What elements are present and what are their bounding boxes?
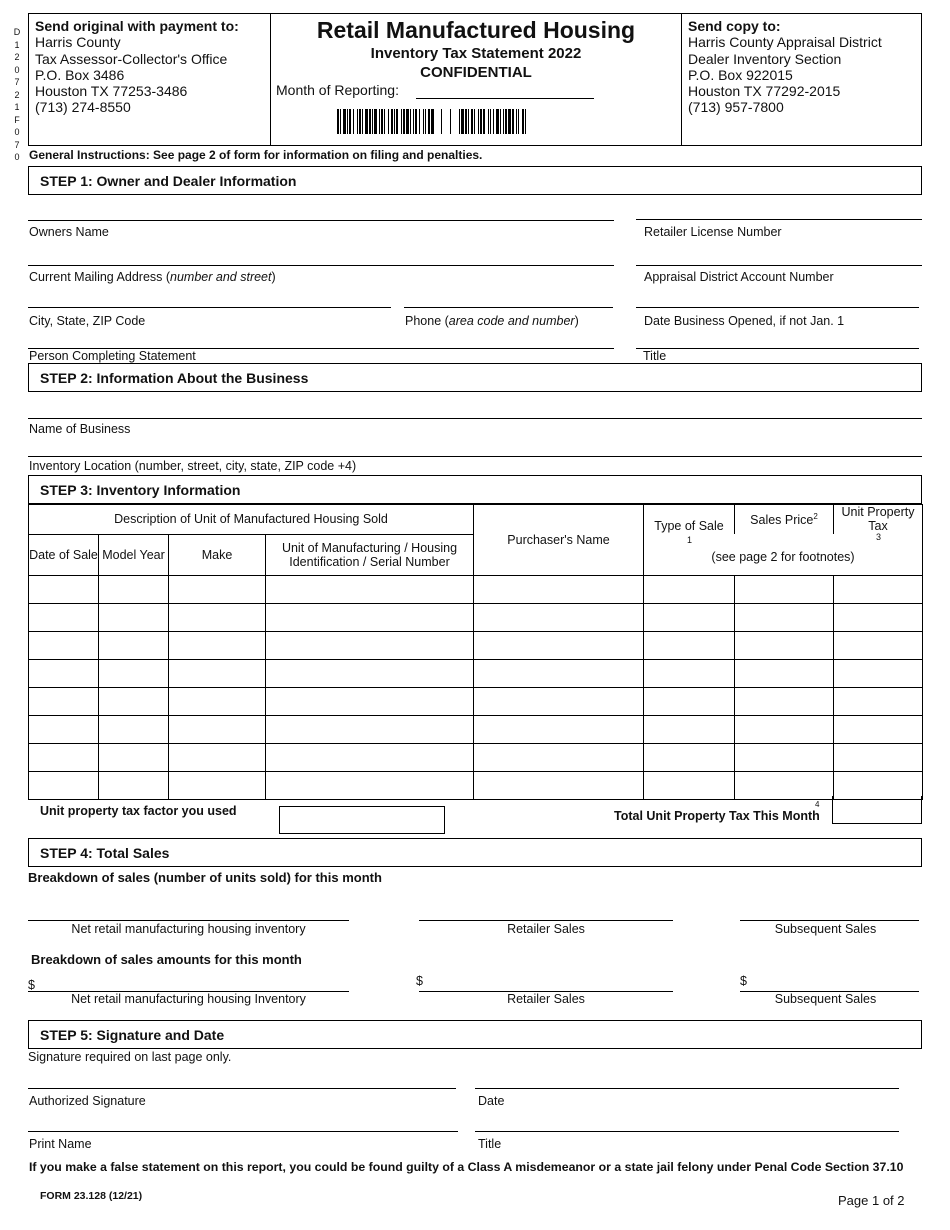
- table-cell-input[interactable]: [735, 771, 834, 799]
- table-cell-input[interactable]: [644, 771, 735, 799]
- month-of-reporting-field[interactable]: [416, 98, 594, 99]
- table-cell-input[interactable]: [474, 743, 644, 771]
- sales-price-header: Sales Price$^2$: [735, 505, 834, 535]
- table-cell-input[interactable]: [474, 631, 644, 659]
- table-cell-input[interactable]: [266, 771, 474, 799]
- table-cell-input[interactable]: [99, 631, 169, 659]
- send-original-title: Send original with payment to:: [35, 18, 239, 34]
- unit-id-header: Unit of Manufacturing / Housing Identification / Serial Number: [266, 534, 474, 575]
- inventory-table: [28, 504, 923, 800]
- make-header: Make: [169, 534, 266, 575]
- table-cell-input[interactable]: [99, 771, 169, 799]
- table-cell-input[interactable]: [644, 603, 735, 631]
- barcode: [337, 109, 603, 134]
- table-cell-input[interactable]: [474, 575, 644, 603]
- table-cell-input[interactable]: [474, 603, 644, 631]
- table-cell-input[interactable]: [834, 687, 923, 715]
- table-cell-input[interactable]: [644, 715, 735, 743]
- table-cell-input[interactable]: [29, 659, 99, 687]
- table-row: [29, 687, 923, 715]
- form-title: Retail Manufactured Housing: [316, 17, 636, 43]
- table-cell-input[interactable]: [474, 687, 644, 715]
- table-cell-input[interactable]: [99, 603, 169, 631]
- city-state-zip-label: City, State, ZIP Code: [29, 314, 146, 328]
- address-line: P.O. Box 922015: [688, 66, 793, 83]
- signature-note: Signature required on last page only.: [28, 1050, 232, 1064]
- table-cell-input[interactable]: [266, 743, 474, 771]
- purchaser-name-header: Purchaser's Name: [474, 505, 644, 576]
- mailing-address-field[interactable]: [28, 265, 614, 266]
- send-copy-title: Send copy to:: [688, 18, 781, 34]
- form-number: FORM 23.128 (12/21): [40, 1190, 143, 1202]
- title-block: [271, 14, 681, 145]
- description-header: Description of Unit of Manufactured Housing Sold: [29, 505, 474, 535]
- table-cell-input[interactable]: [169, 687, 266, 715]
- table-cell-input[interactable]: [99, 659, 169, 687]
- table-cell-input[interactable]: [474, 715, 644, 743]
- date-opened-label: Date Business Opened, if not Jan. 1: [644, 314, 845, 328]
- table-cell-input[interactable]: [99, 715, 169, 743]
- address-line: (713) 274-8550: [35, 99, 131, 116]
- table-cell-input[interactable]: [266, 659, 474, 687]
- dollar-sign: $: [740, 974, 747, 988]
- table-cell-input[interactable]: [99, 575, 169, 603]
- units-breakdown-heading: Breakdown of sales (number of units sold) for this month: [28, 870, 382, 885]
- amounts-breakdown-heading: Breakdown of sales amounts for this month: [31, 952, 302, 967]
- address-line: Tax Assessor-Collector's Office: [35, 50, 228, 67]
- table-row: [29, 659, 923, 687]
- page-number: Page 1 of 2: [838, 1193, 905, 1208]
- table-cell-input[interactable]: [834, 603, 923, 631]
- address-line: (713) 957-7800: [688, 99, 784, 116]
- address-line: Houston TX 77292-2015: [688, 83, 841, 100]
- table-cell-input[interactable]: [735, 687, 834, 715]
- table-cell-input[interactable]: [644, 687, 735, 715]
- table-cell-input[interactable]: [834, 659, 923, 687]
- total-footnote: 4: [815, 800, 820, 809]
- table-row: [29, 575, 923, 603]
- owners-name-field[interactable]: [28, 220, 614, 221]
- table-cell-input[interactable]: [834, 715, 923, 743]
- table-cell-input[interactable]: [99, 743, 169, 771]
- table-cell-input[interactable]: [735, 631, 834, 659]
- table-cell-input[interactable]: [99, 687, 169, 715]
- table-cell-input[interactable]: [266, 715, 474, 743]
- table-row: [29, 771, 923, 799]
- table-cell-input[interactable]: [834, 575, 923, 603]
- table-row: [29, 631, 923, 659]
- title-field[interactable]: [636, 348, 919, 349]
- table-cell-input[interactable]: [735, 603, 834, 631]
- table-cell-input[interactable]: [169, 603, 266, 631]
- phone-field[interactable]: [404, 307, 613, 308]
- total-unit-tax-input[interactable]: [832, 796, 922, 824]
- table-cell-input[interactable]: [474, 659, 644, 687]
- form-header: [28, 13, 922, 146]
- table-cell-input[interactable]: [29, 575, 99, 603]
- net-inventory-units-field[interactable]: [28, 920, 349, 921]
- table-row: [29, 715, 923, 743]
- tax-factor-label: Unit property tax factor you used: [40, 804, 237, 818]
- table-cell-input[interactable]: [834, 631, 923, 659]
- retailer-license-label: Retailer License Number: [644, 225, 782, 239]
- see-footnotes-note: (see page 2 for footnotes): [711, 550, 855, 564]
- tax-factor-input[interactable]: [279, 806, 445, 834]
- subsequent-sales-amount-label: Subsequent Sales: [774, 992, 877, 1006]
- table-cell-input[interactable]: [644, 631, 735, 659]
- general-instructions: General Instructions: See page 2 of form for information on filing and penalties.: [29, 148, 483, 162]
- name-of-business-label: Name of Business: [29, 422, 131, 436]
- address-line: Harris County: [35, 34, 121, 51]
- step1-heading: STEP 1: Owner and Dealer Information: [28, 166, 922, 195]
- table-cell-input[interactable]: [29, 631, 99, 659]
- table-cell-input[interactable]: [169, 715, 266, 743]
- dollar-sign: $: [416, 974, 423, 988]
- type-of-sale-footnote: 1: [686, 535, 692, 545]
- table-cell-input[interactable]: [735, 715, 834, 743]
- unit-tax-footnote: 3: [875, 532, 881, 542]
- send-copy-block: [681, 14, 921, 145]
- address-line: P.O. Box 3486: [35, 66, 125, 83]
- inventory-location-field[interactable]: [28, 456, 922, 457]
- table-cell-input[interactable]: [266, 603, 474, 631]
- retailer-sales-amount-label: Retailer Sales: [507, 992, 585, 1006]
- person-completing-label: Person Completing Statement: [29, 349, 196, 363]
- date-field[interactable]: [475, 1088, 899, 1089]
- table-cell-input[interactable]: [834, 771, 923, 799]
- step3-heading: STEP 3: Inventory Information: [28, 475, 922, 504]
- unit-property-tax-header: Unit Property Tax: [834, 505, 923, 535]
- table-cell-input[interactable]: [644, 659, 735, 687]
- net-inventory-units-label: Net retail manufacturing housing inventory: [71, 922, 306, 936]
- authorized-signature-label: Authorized Signature: [29, 1094, 146, 1108]
- table-cell-input[interactable]: [266, 687, 474, 715]
- table-cell-input[interactable]: [266, 575, 474, 603]
- table-cell-input[interactable]: [735, 743, 834, 771]
- table-cell-input[interactable]: [169, 575, 266, 603]
- send-original-block: [29, 14, 271, 145]
- retailer-sales-units-field[interactable]: [419, 920, 673, 921]
- retailer-sales-units-label: Retailer Sales: [507, 922, 585, 936]
- inventory-location-label: Inventory Location (number, street, city, state, ZIP code +4): [29, 459, 357, 473]
- table-cell-input[interactable]: [169, 659, 266, 687]
- table-row: [29, 743, 923, 771]
- dollar-sign: $: [28, 978, 35, 992]
- mailing-address-label: Current Mailing Address (number and street): [29, 270, 276, 284]
- confidential-label: CONFIDENTIAL: [420, 64, 532, 81]
- step2-heading: STEP 2: Information About the Business: [28, 363, 922, 392]
- table-cell-input[interactable]: [834, 743, 923, 771]
- step4-heading: STEP 4: Total Sales: [28, 838, 922, 867]
- retailer-license-field[interactable]: [636, 219, 922, 220]
- table-row: [29, 603, 923, 631]
- city-state-zip-field[interactable]: [28, 307, 391, 308]
- table-cell-input[interactable]: [29, 743, 99, 771]
- name-of-business-field[interactable]: [28, 418, 922, 419]
- table-cell-input[interactable]: [735, 575, 834, 603]
- table-cell-input[interactable]: [169, 631, 266, 659]
- form-code-vertical: D 1 2 0 7 2 1 F 0 7 0: [13, 27, 21, 162]
- title-label: Title: [643, 349, 667, 363]
- title-label: Title: [478, 1137, 502, 1151]
- table-cell-input[interactable]: [474, 771, 644, 799]
- total-unit-tax-label: Total Unit Property Tax This Month: [614, 809, 820, 823]
- model-year-header: Model Year: [99, 534, 169, 575]
- appraisal-account-field[interactable]: [636, 265, 922, 266]
- table-cell-input[interactable]: [29, 715, 99, 743]
- table-cell-input[interactable]: [169, 743, 266, 771]
- address-line: Harris County Appraisal District: [688, 34, 882, 51]
- table-cell-input[interactable]: [735, 659, 834, 687]
- table-cell-input[interactable]: [644, 743, 735, 771]
- subsequent-sales-units-field[interactable]: [740, 920, 919, 921]
- subsequent-sales-units-label: Subsequent Sales: [774, 922, 877, 936]
- form-subtitle: Inventory Tax Statement 2022: [370, 45, 582, 62]
- table-cell-input[interactable]: [29, 687, 99, 715]
- address-line: Houston TX 77253-3486: [35, 83, 188, 100]
- type-of-sale-header: Type of Sale: [644, 505, 735, 535]
- table-cell-input[interactable]: [644, 575, 735, 603]
- owners-name-label: Owners Name: [29, 225, 109, 239]
- table-cell-input[interactable]: [266, 631, 474, 659]
- date-label: Date: [478, 1094, 505, 1108]
- print-name-field[interactable]: [28, 1131, 458, 1132]
- step5-heading: STEP 5: Signature and Date: [28, 1020, 922, 1049]
- date-opened-field[interactable]: [636, 307, 919, 308]
- net-inventory-amount-label: Net retail manufacturing housing Inventory: [71, 992, 306, 1006]
- appraisal-account-label: Appraisal District Account Number: [644, 270, 834, 284]
- phone-label: Phone (area code and number): [405, 314, 579, 328]
- table-cell-input[interactable]: [169, 771, 266, 799]
- month-of-reporting-label: Month of Reporting:: [276, 82, 399, 98]
- date-of-sale-header: Date of Sale: [29, 534, 99, 575]
- footnote-note-cell: [644, 534, 923, 575]
- print-name-label: Print Name: [29, 1137, 92, 1151]
- title-field[interactable]: [475, 1131, 899, 1132]
- address-line: Dealer Inventory Section: [688, 50, 842, 67]
- table-cell-input[interactable]: [29, 771, 99, 799]
- authorized-signature-field[interactable]: [28, 1088, 456, 1089]
- table-cell-input[interactable]: [29, 603, 99, 631]
- false-statement-warning: If you make a false statement on this report, you could be found guilty of a Class A misdemeanor or a state jail felony under Penal Code Section 37.10: [29, 1160, 904, 1174]
